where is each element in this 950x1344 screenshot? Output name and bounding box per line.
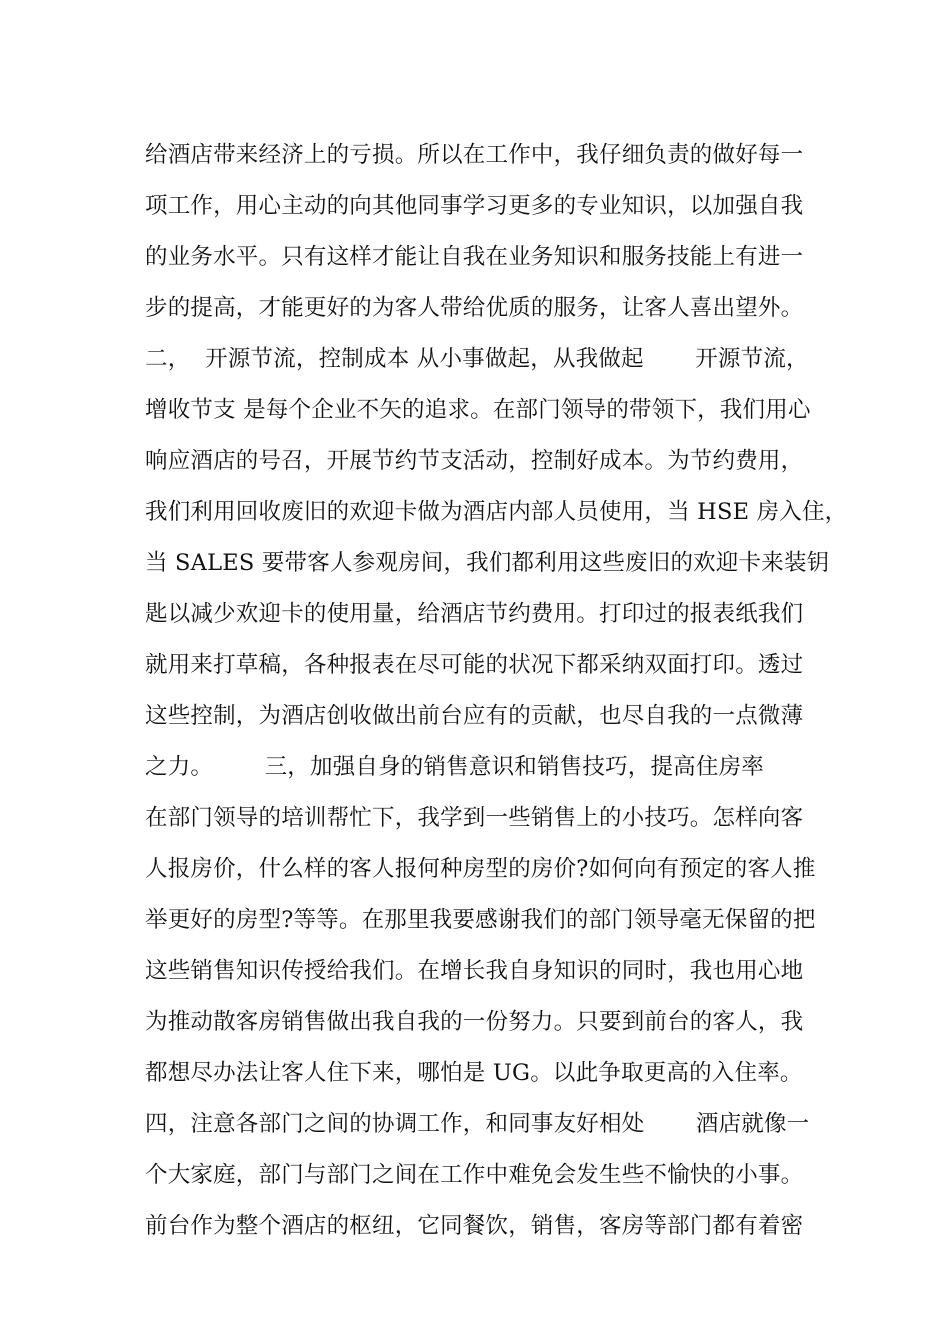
text-line: 匙以减少欢迎卡的使用量，给酒店节约费用。打印过的报表纸我们 <box>145 601 804 627</box>
text-line: 增收节支 是每个企业不矢的追求。在部门领导的带领下，我们用心 <box>145 397 811 423</box>
text-line: 前台作为整个酒店的枢纽，它同餐饮，销售，客房等部门都有着密 <box>145 1213 804 1239</box>
text-line: 步的提高，才能更好的为客人带给优质的服务，让客人喜出望外。 <box>145 295 804 321</box>
text-line: 在部门领导的培训帮忙下，我学到一些销售上的小技巧。怎样向客 <box>145 805 804 831</box>
text-line: 为推动散客房销售做出我自我的一份努力。只要到前台的客人，我 <box>145 1009 804 1035</box>
text-line: 人报房价，什么样的客人报何种房型的房价?如何向有预定的客人推 <box>145 856 816 882</box>
text-line: 这些销售知识传授给我们。在增长我自身知识的同时，我也用心地 <box>145 958 804 984</box>
section-heading-line: 四，注意各部门之间的协调工作，和同事友好相处 酒店就像一 <box>145 1111 810 1137</box>
text-line: 个大家庭，部门与部门之间在工作中难免会发生些不愉快的小事。 <box>145 1162 804 1188</box>
text-line: 响应酒店的号召，开展节约节支活动，控制好成本。为节约费用， <box>145 448 804 474</box>
text-line: 我们利用回收废旧的欢迎卡做为酒店内部人员使用，当 HSE 房入住， <box>145 499 848 525</box>
text-line: 的业务水平。只有这样才能让自我在业务知识和服务技能上有进一 <box>145 244 804 270</box>
document-body <box>145 130 848 1252</box>
text-line: 项工作，用心主动的向其他同事学习更多的专业知识，以加强自我 <box>145 193 804 219</box>
text-line: 都想尽办法让客人住下来，哪怕是 UG。以此争取更高的入住率。 <box>145 1060 803 1086</box>
text-line: 就用来打草稿，各种报表在尽可能的状况下都采纳双面打印。透过 <box>145 652 804 678</box>
section-heading-line: 二， 开源节流，控制成本 从小事做起，从我做起 开源节流， <box>145 346 809 372</box>
section-heading-line: 之力。 三，加强自身的销售意识和销售技巧，提高住房率 <box>145 754 764 780</box>
text-line: 举更好的房型?等等。在那里我要感谢我们的部门领导毫无保留的把 <box>145 907 816 933</box>
text-line: 给酒店带来经济上的亏损。所以在工作中，我仔细负责的做好每一 <box>145 142 804 168</box>
text-line: 当 SALES 要带客人参观房间，我们都利用这些废旧的欢迎卡来装钥 <box>145 550 830 576</box>
text-line: 这些控制，为酒店创收做出前台应有的贡献，也尽自我的一点微薄 <box>145 703 804 729</box>
